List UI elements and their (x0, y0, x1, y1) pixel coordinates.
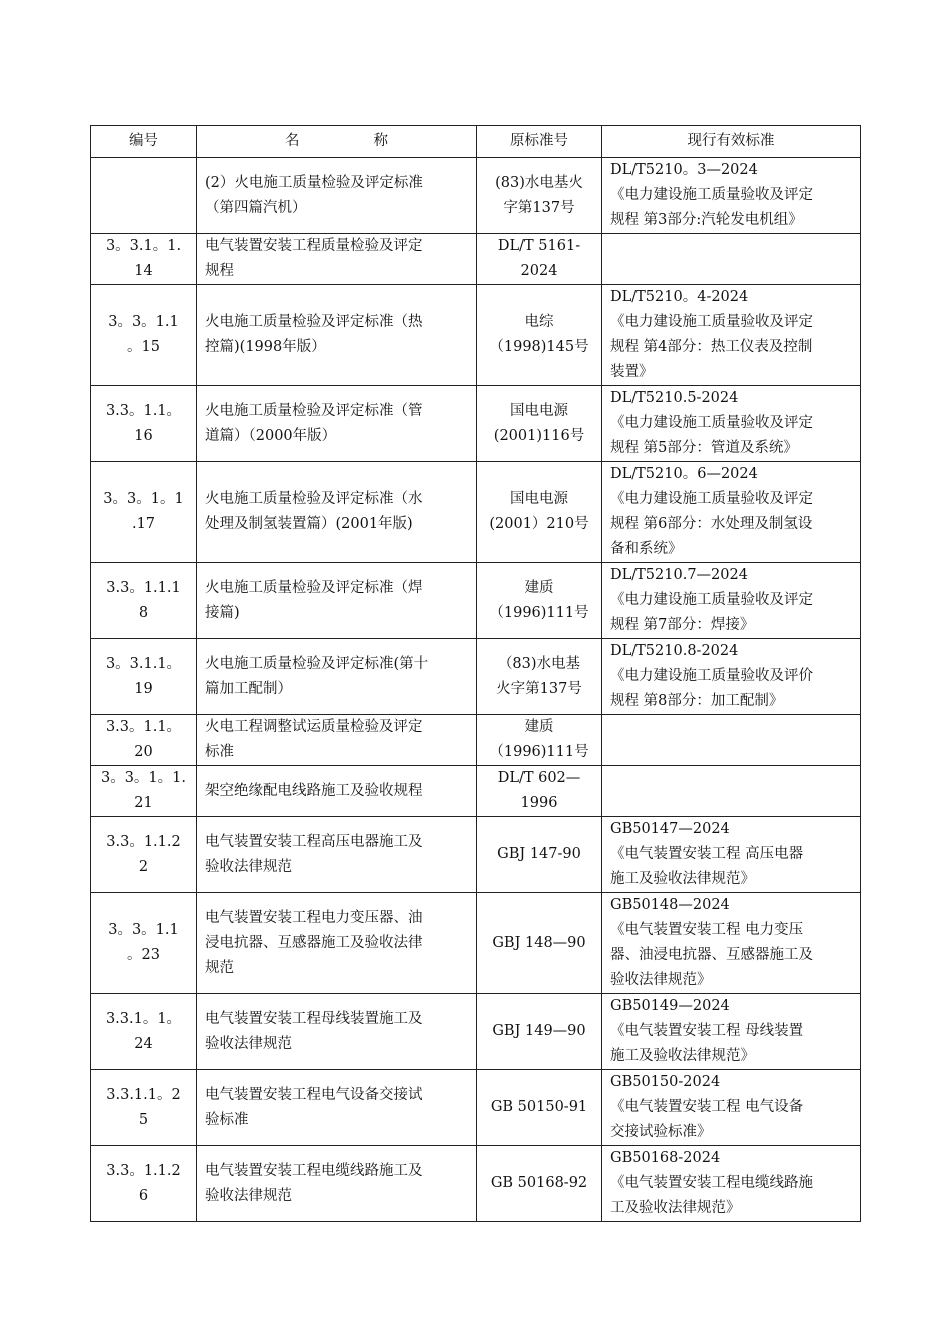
cell-current-standard-line: DL/T5210.5-2024 (610, 390, 739, 406)
cell-current-standard-line: 器、油浸电抗器、互感器施工及 (610, 947, 813, 963)
cell-current-standard (602, 563, 861, 639)
cell-current-standard-line: 《电力建设施工质量验收及评定 (610, 187, 813, 203)
cell-current-standard-line: 规程 第6部分：水处理及制氢设 (610, 516, 813, 532)
cell-current-standard-line: 《电气装置安装工程 母线装置 (610, 1023, 804, 1039)
cell-current-standard-line: 施工及验收法律规范》 (610, 871, 755, 887)
cell-original-standard (477, 462, 602, 563)
cell-current-standard (602, 715, 861, 766)
cell-id-line: 2 (138, 858, 149, 875)
cell-id-line: 21 (134, 795, 153, 811)
cell-original-standard (477, 234, 602, 285)
cell-original-standard-line: DL/T 5161- (497, 238, 581, 254)
cell-current-standard-line: DL/T5210。4-2024 (610, 289, 749, 305)
cell-id-line: 3.3.1.1。2 (106, 1086, 181, 1103)
cell-id-line: 。15 (127, 339, 160, 355)
cell-current-standard-line: 《电力建设施工质量验收及评定 (610, 314, 813, 330)
cell-name-line: 电气装置安装工程母线装置施工及 (205, 1010, 423, 1027)
cell-current-standard (602, 1070, 861, 1146)
cell-name-line: 电气装置安装工程质量检验及评定 (205, 238, 423, 254)
cell-current-standard-line: GB50149—2024 (610, 998, 730, 1014)
cell-name-line: 火电施工质量检验及评定标准（管 (205, 402, 423, 419)
cell-current-standard (602, 994, 861, 1070)
cell-name (197, 234, 477, 285)
table-row (91, 386, 861, 462)
header-name (197, 126, 477, 158)
cell-original-standard (477, 893, 602, 994)
cell-id-line: 14 (134, 263, 153, 279)
cell-id-line: .17 (131, 516, 156, 532)
cell-name-line: 电气装置安装工程高压电器施工及 (205, 833, 423, 850)
cell-current-standard (602, 285, 861, 386)
cell-original-standard-line: (83)水电基火 (495, 174, 583, 191)
cell-current-standard-line: 规程 第7部分：焊接》 (610, 617, 755, 633)
cell-current-standard-line: 《电力建设施工质量验收及评定 (610, 491, 813, 507)
table-row (91, 1070, 861, 1146)
cell-id-line: 3。3.1。1. (105, 238, 182, 254)
cell-name-line: 验标准 (205, 1111, 249, 1128)
cell-original-standard (477, 817, 602, 893)
cell-current-standard-line: DL/T5210.8-2024 (610, 643, 739, 659)
cell-current-standard (602, 234, 861, 285)
cell-original-standard (477, 639, 602, 715)
cell-original-standard (477, 563, 602, 639)
cell-name (197, 158, 477, 234)
cell-id-line: 3。3.1.1。 (105, 655, 182, 672)
cell-original-standard (477, 766, 602, 817)
cell-name (197, 563, 477, 639)
cell-name-line: 电气装置安装工程电力变压器、油 (205, 909, 423, 926)
cell-id (91, 386, 197, 462)
table-row (91, 715, 861, 766)
table-row (91, 1146, 861, 1222)
cell-name-line: 控篇)(1998年版） (205, 339, 326, 355)
cell-name-line: 验收法律规范 (205, 1035, 292, 1052)
cell-current-standard-line: 备和系统》 (610, 541, 683, 557)
cell-name-line: 验收法律规范 (205, 858, 292, 875)
cell-id-line: 3.3。1.1。 (105, 402, 182, 419)
cell-name (197, 285, 477, 386)
cell-current-standard-line: 验收法律规范》 (610, 972, 712, 988)
cell-name-line: 道篇）（2000年版） (205, 427, 337, 444)
table-row (91, 639, 861, 715)
cell-name-line: 架空绝缘配电线路施工及验收规程 (205, 782, 423, 799)
cell-current-standard-line: 交接试验标准》 (610, 1124, 712, 1140)
cell-original-standard (477, 386, 602, 462)
cell-name (197, 1146, 477, 1222)
cell-id (91, 563, 197, 639)
table-row (91, 994, 861, 1070)
cell-name (197, 994, 477, 1070)
cell-original-standard-line: GB 50168-92 (490, 1175, 588, 1191)
cell-id (91, 158, 197, 234)
cell-current-standard-line: 《电气装置安装工程电缆线路施 (610, 1175, 813, 1191)
cell-original-standard-line: （1998)145号 (489, 339, 589, 355)
cell-original-standard (477, 715, 602, 766)
cell-name-line: 篇加工配制） (205, 680, 292, 697)
cell-current-standard-line: GB50148—2024 (610, 897, 730, 913)
cell-name-line: 火电施工质量检验及评定标准(第十 (205, 655, 429, 672)
cell-name (197, 893, 477, 994)
cell-name-line: 火电工程调整试运质量检验及评定 (205, 719, 423, 735)
cell-current-standard-line: GB50168-2024 (610, 1150, 721, 1166)
cell-name (197, 817, 477, 893)
cell-name (197, 1070, 477, 1146)
cell-current-standard-line: 《电力建设施工质量验收及评定 (610, 592, 813, 608)
cell-id (91, 766, 197, 817)
cell-name-line: 浸电抗器、互感器施工及验收法律 (205, 934, 423, 951)
cell-current-standard (602, 639, 861, 715)
cell-id-line: 8 (138, 604, 149, 621)
cell-original-standard-line: GBJ 147-90 (497, 846, 581, 862)
cell-current-standard (602, 1146, 861, 1222)
cell-name-line: 电气装置安装工程电气设备交接试 (205, 1086, 423, 1103)
cell-current-standard-line: 规程 第4部分：热工仪表及控制 (610, 339, 813, 355)
cell-current-standard-line: 工及验收法律规范》 (610, 1200, 741, 1216)
cell-current-standard-line: 施工及验收法律规范》 (610, 1048, 755, 1064)
cell-original-standard-line: 国电电源 (510, 402, 568, 419)
cell-current-standard-line: DL/T5210.7—2024 (610, 567, 748, 583)
cell-id-line: 3。3。1。1. (100, 770, 186, 786)
cell-original-standard-line: GBJ 148—90 (492, 934, 586, 951)
cell-name-line: 规程 (205, 263, 234, 279)
table-row (91, 563, 861, 639)
cell-name (197, 462, 477, 563)
cell-current-standard (602, 386, 861, 462)
cell-original-standard-line: 国电电源 (510, 491, 568, 507)
cell-current-standard (602, 462, 861, 563)
cell-current-standard (602, 158, 861, 234)
cell-id (91, 715, 197, 766)
cell-id (91, 994, 197, 1070)
cell-original-standard-line: 建质 (524, 719, 554, 735)
cell-id (91, 1146, 197, 1222)
header-name-right: 称 (373, 133, 388, 149)
cell-original-standard (477, 1070, 602, 1146)
cell-id-line: 3.3。1.1.2 (106, 1162, 181, 1179)
cell-id-line: 6 (138, 1187, 149, 1204)
table-row (91, 462, 861, 563)
cell-current-standard (602, 817, 861, 893)
cell-original-standard (477, 1146, 602, 1222)
cell-current-standard-line: 《电气装置安装工程 电气设备 (610, 1099, 804, 1115)
cell-name-line: 火电施工质量检验及评定标准（焊 (205, 579, 423, 596)
header-original-standard: 原标准号 (477, 126, 602, 158)
cell-id-line: 。23 (127, 947, 160, 963)
header-current-standard: 现行有效标准 (602, 126, 861, 158)
cell-original-standard-line: 建质 (524, 579, 554, 596)
cell-original-standard-line: （83)水电基 (497, 655, 581, 672)
cell-name-line: (2）火电施工质量检验及评定标准 (205, 174, 423, 191)
table-row (91, 234, 861, 285)
cell-name (197, 715, 477, 766)
cell-current-standard (602, 766, 861, 817)
table-body (91, 158, 861, 1222)
cell-id (91, 817, 197, 893)
cell-name-line: （第四篇汽机） (205, 199, 307, 216)
cell-original-standard-line: (2001)116号 (493, 427, 585, 444)
cell-id (91, 639, 197, 715)
cell-original-standard (477, 285, 602, 386)
header-name-left: 名 (285, 133, 300, 149)
cell-name-line: 电气装置安装工程电缆线路施工及 (205, 1162, 423, 1179)
cell-original-standard-line: （1996)111号 (489, 744, 589, 760)
cell-current-standard-line: GB50147—2024 (610, 821, 730, 837)
cell-current-standard-line: 规程 第3部分:汽轮发电机组》 (610, 212, 803, 228)
cell-current-standard-line: DL/T5210。6—2024 (610, 466, 758, 482)
cell-original-standard-line: (2001）210号 (489, 516, 589, 532)
cell-id-line: 3.3.1。1。 (105, 1010, 182, 1027)
cell-original-standard-line: DL/T 602— (497, 770, 581, 786)
cell-name (197, 386, 477, 462)
cell-current-standard-line: DL/T5210。3—2024 (610, 162, 758, 178)
cell-id-line: 20 (134, 744, 153, 760)
cell-id-line: 3。3。1.1 (108, 314, 179, 330)
cell-id (91, 893, 197, 994)
cell-current-standard (602, 893, 861, 994)
cell-id-line: 3。3。1。1 (103, 491, 184, 507)
cell-current-standard-line: 《电力建设施工质量验收及评价 (610, 668, 813, 684)
cell-name (197, 639, 477, 715)
cell-original-standard-line: 1996 (520, 795, 558, 811)
cell-id (91, 285, 197, 386)
cell-id-line: 3.3。1.1.1 (106, 579, 181, 596)
cell-id-line: 16 (134, 427, 153, 444)
cell-current-standard-line: 《电力建设施工质量验收及评定 (610, 415, 813, 431)
cell-name-line: 处理及制氢装置篇）(2001年版) (205, 516, 413, 532)
cell-id-line: 5 (138, 1111, 149, 1128)
table-header-row (91, 126, 861, 158)
cell-original-standard (477, 994, 602, 1070)
cell-original-standard-line: 电综 (524, 314, 554, 330)
cell-id-line: 24 (134, 1035, 153, 1052)
cell-original-standard-line: （1996)111号 (489, 604, 589, 621)
cell-original-standard (477, 158, 602, 234)
cell-original-standard-line: 火字第137号 (496, 680, 582, 697)
header-id: 编号 (91, 126, 197, 158)
cell-current-standard-line: 《电气装置安装工程 高压电器 (610, 846, 804, 862)
cell-name-line: 火电施工质量检验及评定标准（水 (205, 491, 423, 507)
cell-current-standard-line: 规程 第8部分：加工配制》 (610, 693, 784, 709)
cell-original-standard-line: 字第137号 (503, 199, 575, 216)
cell-id (91, 462, 197, 563)
cell-id-line: 3。3。1.1 (108, 922, 179, 938)
cell-current-standard-line: 《电气装置安装工程 电力变压 (610, 922, 804, 938)
cell-name-line: 标准 (205, 744, 234, 760)
cell-original-standard-line: GBJ 149—90 (492, 1023, 586, 1039)
cell-original-standard-line: GB 50150-91 (490, 1099, 588, 1115)
cell-name-line: 规范 (205, 959, 234, 976)
cell-id (91, 234, 197, 285)
cell-original-standard-line: 2024 (520, 263, 558, 279)
table-row (91, 766, 861, 817)
standards-table (90, 125, 861, 1222)
cell-id (91, 1070, 197, 1146)
cell-id-line: 3.3。1.1.2 (106, 833, 181, 850)
table-row (91, 893, 861, 994)
cell-current-standard-line: 规程 第5部分：管道及系统》 (610, 440, 798, 456)
table-row (91, 817, 861, 893)
table-row (91, 158, 861, 234)
cell-name-line: 接篇) (205, 604, 240, 621)
cell-id-line: 19 (134, 680, 153, 697)
cell-current-standard-line: GB50150-2024 (610, 1074, 721, 1090)
cell-id-line: 3.3。1.1。 (105, 719, 182, 735)
cell-name-line: 火电施工质量检验及评定标准（热 (205, 314, 423, 330)
cell-name (197, 766, 477, 817)
cell-name-line: 验收法律规范 (205, 1187, 292, 1204)
table-row (91, 285, 861, 386)
cell-current-standard-line: 装置》 (610, 364, 654, 380)
